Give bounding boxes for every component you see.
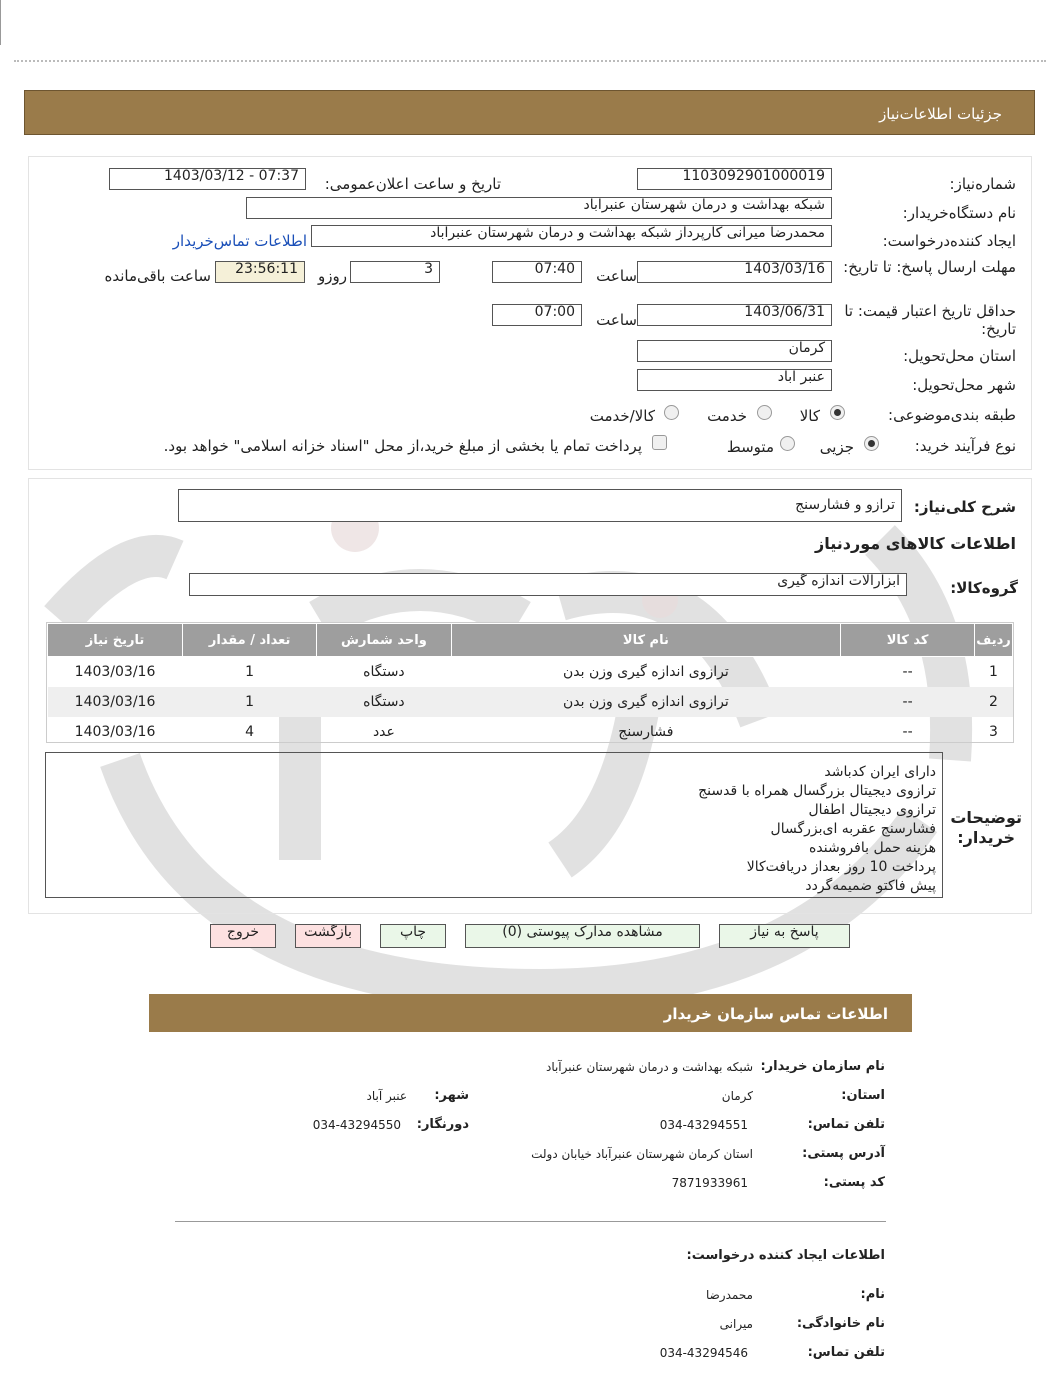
- days-field[interactable]: 3: [350, 261, 440, 283]
- category-service-label: خدمت: [707, 407, 747, 425]
- description-field[interactable]: ترازو و فشارسنج: [178, 489, 902, 522]
- top-divider: [14, 60, 1046, 62]
- cell-index: 1: [989, 664, 998, 680]
- category-goods-radio[interactable]: [830, 405, 845, 420]
- contact-org-label: نام سازمان خریدار:: [760, 1059, 885, 1074]
- creator-family-label: نام خانوادگی:: [796, 1316, 885, 1331]
- contact-province-label: استان:: [841, 1088, 885, 1103]
- city-label: شهر محل‌تحویل:: [912, 376, 1016, 394]
- cell-code: --: [841, 687, 975, 717]
- cell-qty: 4: [245, 724, 255, 740]
- notes-box[interactable]: [45, 752, 943, 898]
- notes-label: [950, 808, 1022, 848]
- cell-index: 3: [989, 724, 998, 740]
- note-line: دارای ایران کدباشد: [824, 764, 936, 780]
- category-label: طبقه بندی‌موضوعی:: [888, 406, 1016, 424]
- validity-label: حداقل تاریخ اعتبار قیمت: تا تاریخ:: [844, 302, 1016, 338]
- group-label: گروه‌کالا:: [950, 579, 1018, 597]
- province-field[interactable]: کرمان: [637, 340, 832, 362]
- category-both-radio[interactable]: [664, 405, 679, 420]
- buyer-org-field[interactable]: شبکه بهداشت و درمان شهرستان عنبرآباد: [246, 197, 832, 219]
- validity-time-label: ساعت: [596, 311, 637, 329]
- window-edge: [0, 0, 1, 45]
- cell-index: 2: [975, 687, 1013, 717]
- note-line: ترازوی دیجیتال اطفال: [808, 802, 936, 818]
- contact-header: [149, 994, 912, 1032]
- exit-button[interactable]: خروج: [210, 924, 276, 948]
- need-number-label: شماره‌نیاز:: [949, 175, 1016, 193]
- creator-info-title: اطلاعات ایجاد کننده درخواست:: [686, 1248, 885, 1263]
- note-line: هزینه حمل بافروشنده: [809, 840, 936, 856]
- creator-label: ایجاد کننده‌درخواست:: [882, 232, 1016, 250]
- purchase-type-label: نوع فرآیند خرید:: [914, 437, 1016, 455]
- purchase-medium-radio[interactable]: [780, 436, 795, 451]
- buyer-org-label: نام دستگاه‌خریدار:: [902, 204, 1016, 222]
- cell-code: --: [902, 664, 913, 680]
- contact-city-value: عنبر آباد: [366, 1089, 407, 1103]
- validity-time-field[interactable]: 07:00: [492, 304, 582, 326]
- creator-name-label: نام:: [860, 1287, 885, 1302]
- contact-address-label: آدرس پستی:: [802, 1146, 885, 1161]
- contact-fax-value: 034-43294550: [312, 1118, 401, 1132]
- details-header: [24, 90, 1035, 135]
- view-documents-button[interactable]: مشاهده مدارک پیوستی (0): [465, 924, 700, 948]
- cell-qty: 1: [183, 687, 317, 717]
- col-name: نام کالا: [451, 624, 841, 657]
- announce-label: تاریخ و ساعت اعلان‌عمومی:: [324, 175, 501, 193]
- contact-org-value: شبکه بهداشت و درمان شهرستان عنبرآباد: [545, 1060, 753, 1074]
- province-label: استان محل‌تحویل:: [903, 347, 1016, 365]
- purchase-medium-label: متوسط: [726, 438, 774, 456]
- contact-phone-label: تلفن تماس:: [807, 1117, 885, 1132]
- category-service-radio[interactable]: [757, 405, 772, 420]
- creator-name-value: محمدرضا: [705, 1288, 753, 1302]
- reply-time-label: ساعت: [596, 267, 637, 285]
- cell-qty: 1: [245, 664, 255, 680]
- creator-phone-label: تلفن تماس:: [807, 1345, 885, 1360]
- contact-city-label: شهر:: [434, 1088, 469, 1103]
- table-header-row: [48, 624, 1013, 657]
- table-row[interactable]: [48, 687, 1013, 717]
- table-row[interactable]: [48, 717, 1013, 747]
- city-field[interactable]: عنبر آباد: [637, 369, 832, 391]
- reply-deadline-label: مهلت ارسال پاسخ: تا تاریخ:: [843, 258, 1016, 276]
- contact-province-value: کرمان: [721, 1089, 753, 1103]
- col-date: تاریخ نیاز: [48, 624, 183, 657]
- cell-code: --: [902, 724, 913, 740]
- notes-label-line2: خریدار:: [957, 828, 1016, 847]
- need-number-field[interactable]: 1103092901000019: [637, 168, 832, 190]
- reply-time-field[interactable]: 07:40: [492, 261, 582, 283]
- col-code: کد کالا: [841, 624, 975, 657]
- reply-date-field[interactable]: 1403/03/16: [637, 261, 832, 283]
- print-button[interactable]: چاپ: [380, 924, 446, 948]
- contact-postal-value: 7871933961: [671, 1176, 748, 1190]
- purchase-minor-radio[interactable]: [864, 436, 879, 451]
- reply-button[interactable]: پاسخ به نیاز: [719, 924, 850, 948]
- items-table: [47, 623, 1013, 747]
- notes-label-line1: توضیحات: [950, 808, 1022, 827]
- category-goods-label: کالا: [799, 407, 820, 425]
- buyer-contact-link[interactable]: اطلاعات تماس‌خریدار: [172, 232, 307, 250]
- announce-field[interactable]: 1403/03/12 - 07:37: [109, 168, 306, 190]
- purchase-minor-label: جزیی: [819, 438, 854, 456]
- note-line: پرداخت 10 روز بعداز دریافت‌کالا: [746, 859, 936, 875]
- table-row[interactable]: [48, 657, 1013, 688]
- cell-date: 1403/03/16: [74, 724, 156, 740]
- contact-postal-label: کد پستی:: [823, 1175, 885, 1190]
- contact-divider: [175, 1221, 886, 1222]
- cell-unit: دستگاه: [363, 664, 405, 680]
- treasury-note: پرداخت تمام یا بخشی از مبلغ خرید،از محل "اسناد خزانه اسلامی" خواهد بود.: [163, 437, 642, 455]
- details-title: جزئیات اطلاعات‌نیاز: [879, 105, 1002, 123]
- remaining-time-field: 23:56:11: [215, 261, 305, 283]
- contact-fax-label: دورنگار:: [416, 1117, 469, 1132]
- contact-address-value: استان کرمان شهرستان عنبرآباد خیابان دولت: [531, 1147, 753, 1161]
- category-both-label: کالا/خدمت: [589, 407, 655, 425]
- col-index: ردیف: [975, 624, 1013, 657]
- col-unit: واحد شمارش: [317, 624, 451, 657]
- remaining-label: ساعت باقی‌مانده: [104, 267, 211, 285]
- cell-name: ترازوی اندازه گیری وزن بدن: [562, 664, 729, 680]
- group-field[interactable]: ابزارالات اندازه گیری: [189, 573, 907, 596]
- creator-family-value: میرانی: [719, 1317, 753, 1331]
- contact-title: اطلاعات تماس سازمان خریدار: [663, 1005, 888, 1023]
- col-qty: تعداد / مقدار: [183, 624, 317, 657]
- cell-name: فشارسنج: [618, 724, 674, 740]
- description-label: شرح کلی‌نیاز:: [913, 498, 1016, 516]
- creator-field[interactable]: محمدرضا میرانی کارپرداز شبکه بهداشت و درمان شهرستان عنبرآباد: [311, 225, 832, 247]
- note-line: ترازوی دیجیتال بزرگسال همراه با قدسنج: [698, 783, 936, 799]
- note-line: فشارسنج عقربه ای‌بزرگسال: [770, 821, 936, 837]
- goods-info-title: اطلاعات کالاهای موردنیاز: [815, 534, 1016, 553]
- cell-date: 1403/03/16: [74, 664, 156, 680]
- back-button[interactable]: بازگشت: [295, 924, 361, 948]
- creator-phone-value: 034-43294546: [659, 1346, 748, 1360]
- cell-unit: عدد: [372, 724, 395, 740]
- note-line: پیش فاکتو ضمیمه‌گردد: [805, 878, 936, 894]
- days-label: روزو: [318, 267, 347, 285]
- cell-date: 1403/03/16: [48, 687, 183, 717]
- contact-phone-value: 034-43294551: [659, 1118, 748, 1132]
- validity-date-field[interactable]: 1403/06/31: [637, 304, 832, 326]
- cell-name: ترازوی اندازه گیری وزن بدن: [451, 687, 841, 717]
- treasury-checkbox[interactable]: [652, 435, 667, 450]
- cell-unit: دستگاه: [317, 687, 451, 717]
